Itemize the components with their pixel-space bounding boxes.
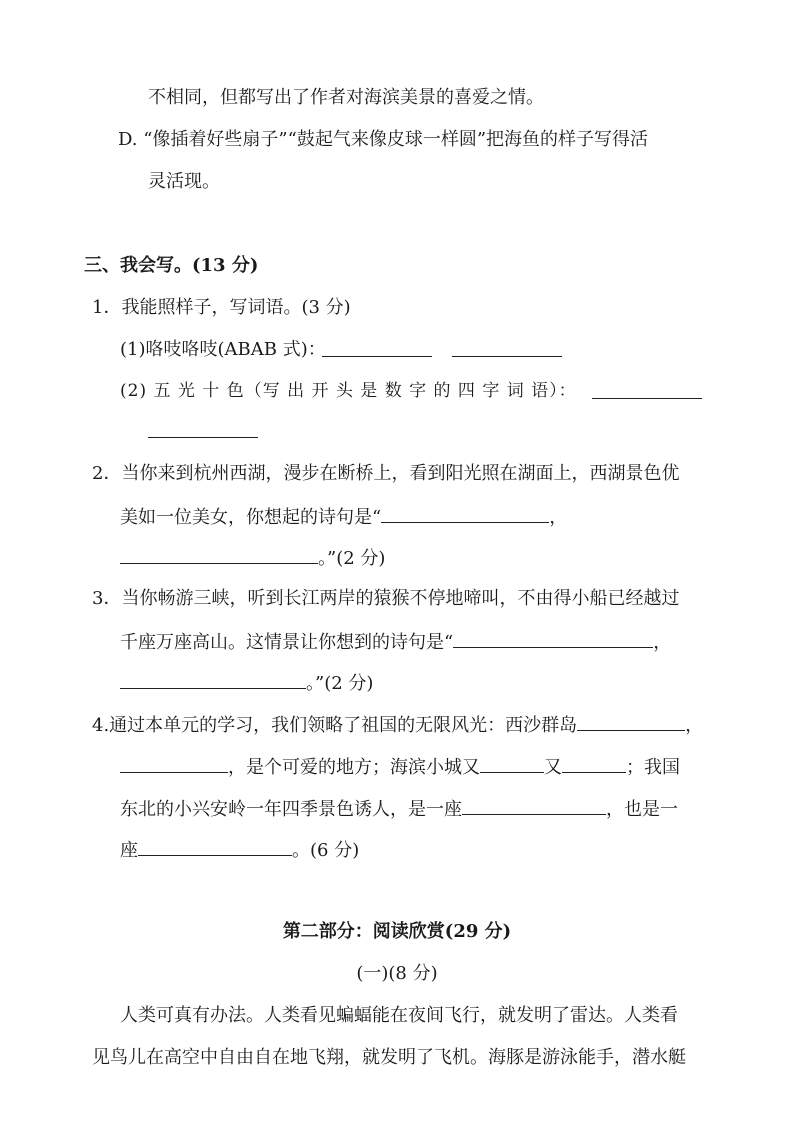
- part-2-heading: 第二部分：阅读欣赏(29 分): [282, 921, 512, 942]
- q4-blank-1[interactable]: [577, 712, 685, 731]
- q4-line4: [120, 837, 359, 863]
- q3-line2-text: 千座万座高山。这情景让你想到的诗句是“: [120, 632, 454, 653]
- option-d-line1: D. “像插着好些扇子”“鼓起气来像皮球一样圆”把海鱼的样子写得活: [118, 129, 649, 150]
- q2-blank-2[interactable]: [120, 545, 318, 564]
- option-c-continuation: 不相同，但都写出了作者对海滨美景的喜爱之情。: [148, 87, 544, 108]
- q3-line2: [120, 629, 671, 655]
- passage-line-2: 见鸟儿在高空中自由自在地飞翔，就发明了飞机。海豚是游泳能手，潜水艇: [92, 1047, 686, 1068]
- q4-blank-6[interactable]: [138, 837, 292, 856]
- q1-sub2-label: (2) 五 光 十 色（写 出 开 头 是 数 字 的 四 字 词 语）：: [120, 381, 577, 401]
- q2-line2-text: 美如一位美女，你想起的诗句是“: [120, 507, 382, 528]
- q3-blank-1[interactable]: [453, 629, 653, 648]
- q4-line4-text: 座: [120, 840, 138, 861]
- q4-line3-text: 东北的小兴安岭一年四季景色诱人，是一座: [120, 799, 462, 820]
- q2-line2-end: ，: [549, 507, 568, 528]
- q4-blank-5[interactable]: [462, 796, 606, 815]
- q1-sub2-blank-1[interactable]: [592, 398, 702, 399]
- q1-sub1-blank-2[interactable]: [452, 356, 562, 357]
- q4-line1: [92, 712, 703, 738]
- q2-line1: 2．当你来到杭州西湖，漫步在断桥上，看到阳光照在湖面上，西湖景色优: [92, 463, 680, 484]
- q3-blank-2[interactable]: [120, 670, 306, 689]
- q4-blank-2[interactable]: [120, 754, 228, 773]
- q1-sub2-blank-2[interactable]: [148, 437, 258, 438]
- q3-line3-end: 。”(2 分): [306, 673, 374, 694]
- q4-line2-text2: 又: [544, 757, 562, 778]
- q1-sub1-label: (1)咯吱咯吱(ABAB 式)：: [120, 339, 326, 360]
- section-3-heading: 三、我会写。(13 分): [84, 255, 259, 276]
- q2-line3: [120, 545, 385, 571]
- q4-line2-text1: ，是个可爱的地方；海滨小城又: [228, 757, 480, 778]
- q2-line3-end: 。”(2 分): [318, 548, 386, 569]
- q3-line2-end: ，: [653, 632, 672, 653]
- q2-blank-1[interactable]: [381, 504, 549, 523]
- q4-line3-end: ，也是一: [606, 799, 678, 820]
- q4-line2-end: ；我国: [626, 757, 680, 778]
- q4-line1-text: 4.通过本单元的学习，我们领略了祖国的无限风光：西沙群岛: [92, 715, 578, 736]
- passage-line-1: 人类可真有办法。人类看见蝙蝠能在夜间飞行，就发明了雷达。人类看: [120, 1005, 678, 1026]
- option-d-line2: 灵活现。: [148, 171, 220, 192]
- q3-line3: [120, 670, 373, 696]
- q3-line1: 3．当你畅游三峡，听到长江两岸的猿猴不停地啼叫，不由得小船已经越过: [92, 588, 680, 609]
- q4-blank-4[interactable]: [562, 754, 626, 773]
- q4-blank-3[interactable]: [480, 754, 544, 773]
- q4-line1-end: ，: [685, 715, 704, 736]
- q4-line2: [120, 754, 680, 780]
- q1-prompt: 1．我能照样子，写词语。(3 分): [92, 297, 351, 318]
- q4-line3: [120, 796, 678, 822]
- q2-line2: [120, 504, 567, 530]
- q1-sub1-blank-1[interactable]: [322, 356, 432, 357]
- q4-line4-end: 。(6 分): [292, 840, 360, 861]
- passage-1-heading: (一)(8 分): [356, 963, 438, 984]
